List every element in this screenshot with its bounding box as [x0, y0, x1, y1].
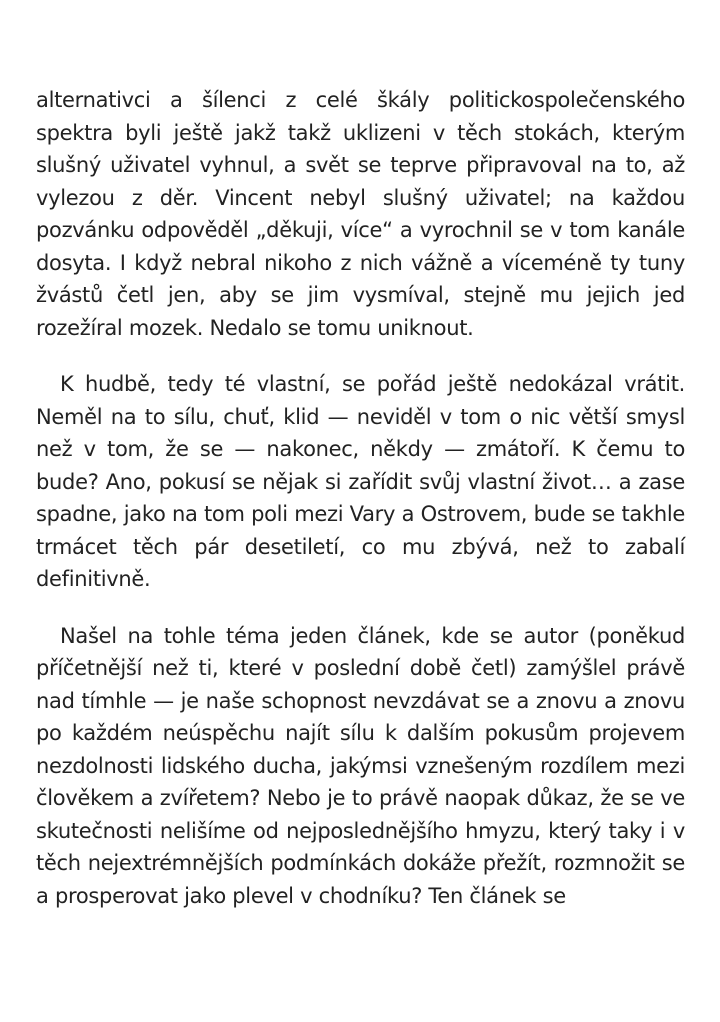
page-text [36, 84, 685, 936]
paragraph-3: Našel na tohle téma jeden článek, kde se autor (poněkud příčetnější než ti, které v poslední době četl) zamýšlel právě nad tímhle — je naše schopnost nevzdávat se a znovu a znovu po každém neúspěchu najít sílu k dalším pokusům projevem nezdolnosti lidského ducha, jakýmsi vznešeným rozdílem mezi člověkem a zvířetem? Nebo je to právě naopak důkaz, že se ve skutečnosti nelišíme od nejposlednějšího hmyzu, který taky i v těch nejextrémnějších podmínkách dokáže přežít, rozmnožit se a prosperovat jako plevel v chodníku? Ten článek se [36, 623, 685, 908]
paragraph-1: alternativci a šílenci z celé škály politickospolečenského spektra byli ještě jakž takž uklizeni v těch stokách, kterým slušný uživatel vyhnul, a svět se teprve připravoval na to, až vylezou z děr. Vincent nebyl slušný uživatel; na každou pozvánku odpověděl „děkuji, více“ a vyrochnil se v tom kanále dosyta. I když nebral nikoho z nich vážně a víceméně ty tuny žvástů četl jen, aby se jim vysmíval, stejně mu jejich jed rozežíral mozek. Nedalo se tomu uniknout. [36, 88, 685, 340]
paragraph-2: K hudbě, tedy té vlastní, se pořád ještě nedokázal vrátit. Neměl na to sílu, chuť, klid — neviděl v tom o nic větší smysl než v tom, že se — nakonec, někdy — zmátoří. K čemu to bude? Ano, pokusí se nějak si zařídit svůj vlastní život… a zase spadne, jako na tom poli mezi Vary a Ostrovem, bude se takhle trmácet těch pár desetiletí, co mu zbývá, než to zabalí definitivně. [36, 372, 685, 591]
